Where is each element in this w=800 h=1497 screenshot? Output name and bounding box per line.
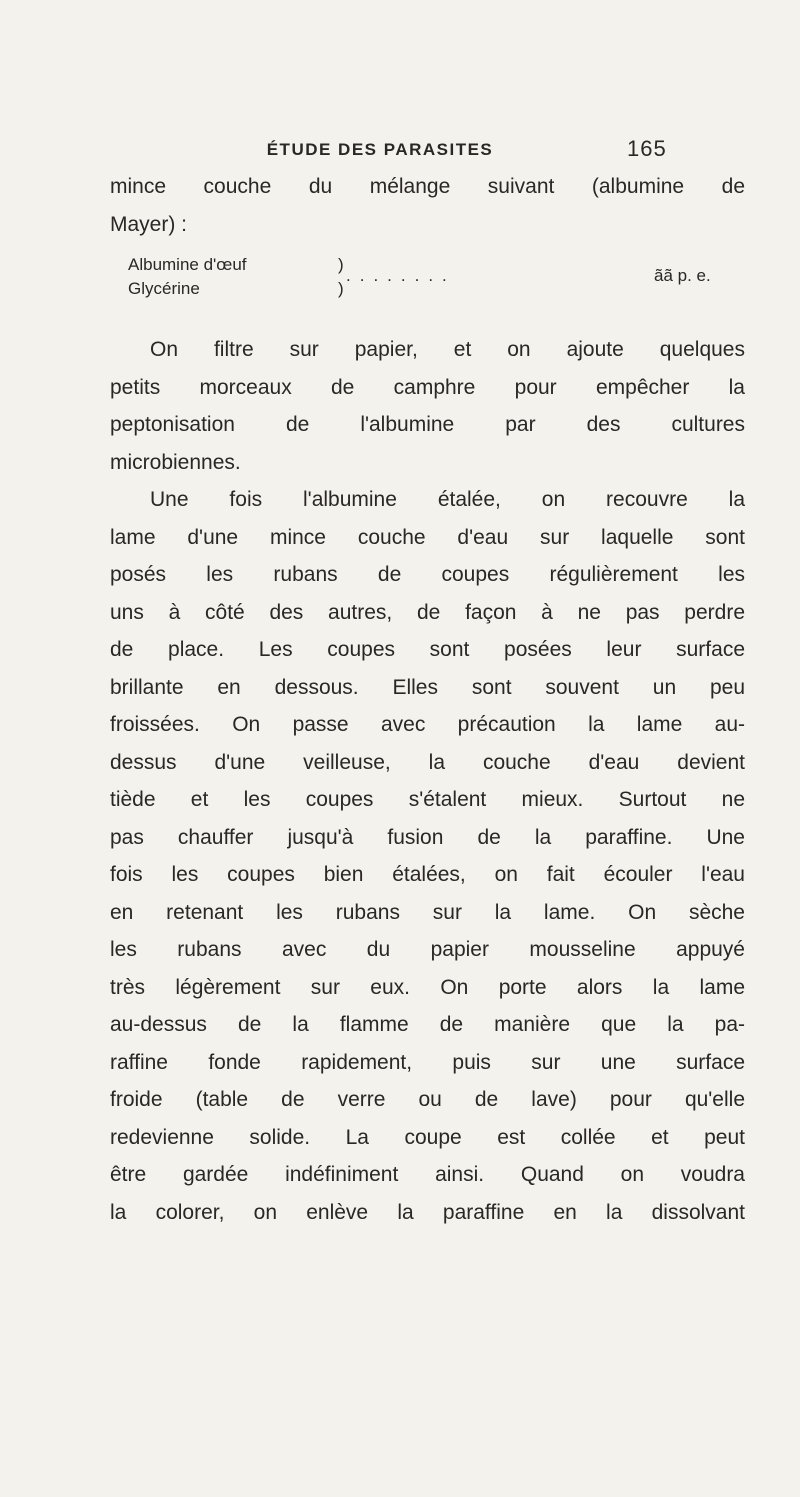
recipe-formula [110, 253, 745, 327]
text-line: dessus d'une veilleuse, la couche d'eau devient [110, 750, 745, 774]
text-line: petits morceaux de camphre pour empêcher la [110, 375, 745, 399]
text-line: en retenant les rubans sur la lame. On sèche [110, 900, 745, 924]
text-line: raffine fonde rapidement, puis sur une surface [110, 1050, 745, 1074]
text-line: les rubans avec du papier mousseline appuyé [110, 938, 745, 961]
text-line: au-dessus de la flamme de manière que la pa- [110, 1013, 745, 1036]
text-line: microbiennes. [110, 450, 241, 474]
text-line: très légèrement sur eux. On porte alors la lame [110, 975, 745, 999]
text-line: lame d'une mince couche d'eau sur laquelle sont [110, 525, 745, 549]
text-line: peptonisation de l'albumine par des cultures [110, 413, 745, 436]
text-line: fois les coupes bien étalées, on fait écouler l'eau [110, 863, 745, 886]
text-line: être gardée indéfiniment ainsi. Quand on voudra [110, 1163, 745, 1186]
recipe-quantity: ãã p. e. [654, 266, 711, 285]
leader-dots: ........ [346, 266, 456, 285]
text-line: froide (table de verre ou de lave) pour qu'elle [110, 1088, 745, 1111]
text-line: brillante en dessous. Elles sont souvent un peu [110, 675, 745, 699]
brace-bottom: ) [338, 279, 344, 298]
text-line: posés les rubans de coupes régulièrement les [110, 563, 745, 586]
text-line: pas chauffer jusqu'à fusion de la paraffine. Une [110, 825, 745, 849]
text-line: mince couche du mélange suivant (albumine de [110, 175, 745, 198]
brace-top: ) [338, 255, 344, 274]
text-line: Mayer) : [110, 212, 188, 236]
text-line: On filtre sur papier, et on ajoute quelques [150, 338, 745, 361]
recipe-ingredient: Albumine d'œuf [128, 255, 247, 274]
page-number: 165 [627, 136, 667, 161]
text-line: de place. Les coupes sont posées leur surface [110, 638, 745, 661]
text-line: la colorer, on enlève la paraffine en la dissolvant [110, 1200, 745, 1224]
text-line: froissées. On passe avec précaution la lame au- [110, 713, 745, 736]
text-line: uns à côté des autres, de façon à ne pas perdre [110, 600, 745, 624]
body-text [110, 168, 745, 1231]
running-head: ÉTUDE DES PARASITES [266, 140, 494, 159]
text-line: redevienne solide. La coupe est collée et peut [110, 1125, 745, 1149]
text-line: tiède et les coupes s'étalent mieux. Surtout ne [110, 788, 745, 811]
recipe-ingredient: Glycérine [128, 279, 200, 298]
text-line: Une fois l'albumine étalée, on recouvre la [150, 488, 745, 511]
